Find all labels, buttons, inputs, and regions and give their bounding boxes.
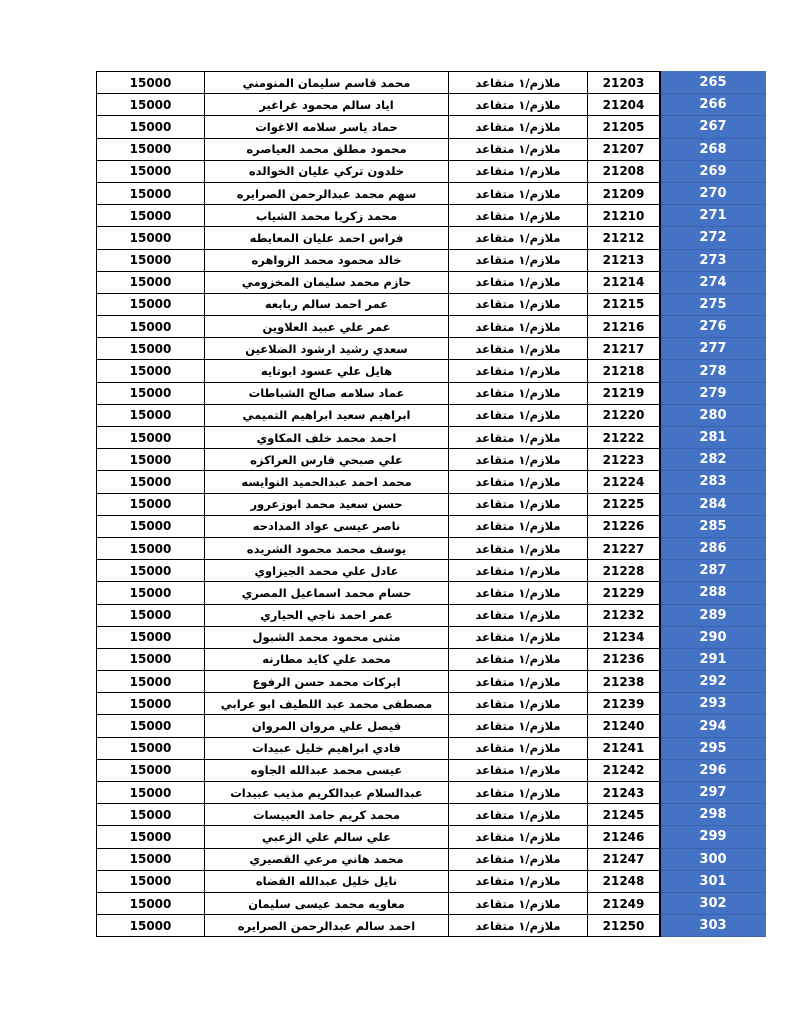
service-number-cell: 21241	[588, 737, 661, 759]
amount-cell: 15000	[97, 515, 205, 537]
sequence-number-cell: 296	[660, 759, 766, 781]
name-cell: محمود مطلق محمد العياصره	[205, 138, 449, 160]
amount-cell: 15000	[97, 648, 205, 670]
table-row	[97, 138, 766, 160]
sequence-number-cell: 282	[660, 449, 766, 471]
name-cell: سهم محمد عبدالرحمن الصرايره	[205, 182, 449, 204]
name-cell: عبدالسلام عبدالكريم مذيب عبيدات	[205, 782, 449, 804]
name-cell: حسام محمد اسماعيل المصري	[205, 582, 449, 604]
name-cell: يوسف محمد محمود الشريده	[205, 537, 449, 559]
sequence-number-cell: 289	[660, 604, 766, 626]
table-row	[97, 604, 766, 626]
document-page	[96, 71, 760, 937]
amount-cell: 15000	[97, 316, 205, 338]
service-number-cell: 21214	[588, 271, 661, 293]
sequence-number-cell: 291	[660, 648, 766, 670]
table-row	[97, 404, 766, 426]
rank-cell: ملازم/١ متقاعد	[449, 560, 588, 582]
sequence-number-cell: 267	[660, 116, 766, 138]
sequence-number-cell: 290	[660, 626, 766, 648]
amount-cell: 15000	[97, 493, 205, 515]
rank-cell: ملازم/١ متقاعد	[449, 138, 588, 160]
name-cell: فيصل علي مروان المروان	[205, 715, 449, 737]
table-row	[97, 471, 766, 493]
sequence-number-cell: 283	[660, 471, 766, 493]
rank-cell: ملازم/١ متقاعد	[449, 537, 588, 559]
name-cell: نايل خليل عبدالله القضاه	[205, 870, 449, 892]
service-number-cell: 21236	[588, 648, 661, 670]
service-number-cell: 21242	[588, 759, 661, 781]
table-row	[97, 826, 766, 848]
amount-cell: 15000	[97, 737, 205, 759]
rank-cell: ملازم/١ متقاعد	[449, 515, 588, 537]
rank-cell: ملازم/١ متقاعد	[449, 582, 588, 604]
name-cell: حماد ياسر سلامه الاغوات	[205, 116, 449, 138]
service-number-cell: 21208	[588, 160, 661, 182]
table-row	[97, 360, 766, 382]
name-cell: ناصر عيسى عواد المدادحه	[205, 515, 449, 537]
name-cell: خالد محمود محمد الزواهره	[205, 249, 449, 271]
amount-cell: 15000	[97, 892, 205, 914]
name-cell: ابركات محمد حسن الرفوع	[205, 671, 449, 693]
sequence-number-cell: 273	[660, 249, 766, 271]
table-row	[97, 848, 766, 870]
service-number-cell: 21209	[588, 182, 661, 204]
name-cell: محمد كريم حامد العبيسات	[205, 804, 449, 826]
table-row	[97, 72, 766, 94]
rank-cell: ملازم/١ متقاعد	[449, 404, 588, 426]
amount-cell: 15000	[97, 138, 205, 160]
sequence-number-cell: 277	[660, 338, 766, 360]
service-number-cell: 21222	[588, 427, 661, 449]
rank-cell: ملازم/١ متقاعد	[449, 826, 588, 848]
name-cell: عيسى محمد عبدالله الجاوه	[205, 759, 449, 781]
rank-cell: ملازم/١ متقاعد	[449, 671, 588, 693]
table-row	[97, 671, 766, 693]
sequence-number-cell: 293	[660, 693, 766, 715]
name-cell: سعدي رشيد ارشود الضلاعين	[205, 338, 449, 360]
amount-cell: 15000	[97, 560, 205, 582]
table-row	[97, 626, 766, 648]
sequence-number-cell: 295	[660, 737, 766, 759]
sequence-number-cell: 274	[660, 271, 766, 293]
name-cell: خلدون تركي عليان الخوالده	[205, 160, 449, 182]
service-number-cell: 21249	[588, 892, 661, 914]
name-cell: عمر احمد سالم ربابعه	[205, 293, 449, 315]
table-row	[97, 648, 766, 670]
rank-cell: ملازم/١ متقاعد	[449, 227, 588, 249]
table-row	[97, 560, 766, 582]
amount-cell: 15000	[97, 915, 205, 937]
table-row	[97, 892, 766, 914]
table-row	[97, 693, 766, 715]
rank-cell: ملازم/١ متقاعد	[449, 782, 588, 804]
amount-cell: 15000	[97, 804, 205, 826]
name-cell: احمد سالم عبدالرحمن الصرايره	[205, 915, 449, 937]
service-number-cell: 21203	[588, 72, 661, 94]
rank-cell: ملازم/١ متقاعد	[449, 804, 588, 826]
amount-cell: 15000	[97, 360, 205, 382]
service-number-cell: 21248	[588, 870, 661, 892]
amount-cell: 15000	[97, 693, 205, 715]
rank-cell: ملازم/١ متقاعد	[449, 360, 588, 382]
table-row	[97, 759, 766, 781]
amount-cell: 15000	[97, 471, 205, 493]
name-cell: احمد محمد خلف المكاوي	[205, 427, 449, 449]
sequence-number-cell: 275	[660, 293, 766, 315]
name-cell: هايل علي عسود ابوتايه	[205, 360, 449, 382]
name-cell: حازم محمد سليمان المخزومي	[205, 271, 449, 293]
sequence-number-cell: 303	[660, 915, 766, 937]
rank-cell: ملازم/١ متقاعد	[449, 759, 588, 781]
rank-cell: ملازم/١ متقاعد	[449, 182, 588, 204]
sequence-number-cell: 299	[660, 826, 766, 848]
table-row	[97, 271, 766, 293]
amount-cell: 15000	[97, 182, 205, 204]
table-row	[97, 515, 766, 537]
amount-cell: 15000	[97, 205, 205, 227]
sequence-number-cell: 294	[660, 715, 766, 737]
amount-cell: 15000	[97, 249, 205, 271]
sequence-number-cell: 271	[660, 205, 766, 227]
name-cell: محمد علي كايد مطارنه	[205, 648, 449, 670]
sequence-number-cell: 285	[660, 515, 766, 537]
name-cell: معاويه محمد عيسى سليمان	[205, 892, 449, 914]
service-number-cell: 21212	[588, 227, 661, 249]
rank-cell: ملازم/١ متقاعد	[449, 848, 588, 870]
name-cell: علي سالم علي الزعبي	[205, 826, 449, 848]
service-number-cell: 21207	[588, 138, 661, 160]
rank-cell: ملازم/١ متقاعد	[449, 449, 588, 471]
rank-cell: ملازم/١ متقاعد	[449, 205, 588, 227]
service-number-cell: 21218	[588, 360, 661, 382]
amount-cell: 15000	[97, 227, 205, 249]
rank-cell: ملازم/١ متقاعد	[449, 892, 588, 914]
sequence-number-cell: 300	[660, 848, 766, 870]
name-cell: علي صبحي فارس العراكزه	[205, 449, 449, 471]
amount-cell: 15000	[97, 271, 205, 293]
table-row	[97, 293, 766, 315]
table-row	[97, 804, 766, 826]
amount-cell: 15000	[97, 160, 205, 182]
sequence-number-cell: 280	[660, 404, 766, 426]
amount-cell: 15000	[97, 826, 205, 848]
amount-cell: 15000	[97, 116, 205, 138]
service-number-cell: 21210	[588, 205, 661, 227]
sequence-number-cell: 270	[660, 182, 766, 204]
table-row	[97, 205, 766, 227]
amount-cell: 15000	[97, 449, 205, 471]
service-number-cell: 21245	[588, 804, 661, 826]
rank-cell: ملازم/١ متقاعد	[449, 693, 588, 715]
sequence-number-cell: 265	[660, 72, 766, 94]
service-number-cell: 21250	[588, 915, 661, 937]
sequence-number-cell: 286	[660, 537, 766, 559]
table-row	[97, 338, 766, 360]
name-cell: مصطفى محمد عبد اللطيف ابو عرابي	[205, 693, 449, 715]
table-row	[97, 94, 766, 116]
name-cell: عماد سلامه صالح الشباطات	[205, 382, 449, 404]
table-row	[97, 715, 766, 737]
sequence-number-cell: 292	[660, 671, 766, 693]
service-number-cell: 21234	[588, 626, 661, 648]
rank-cell: ملازم/١ متقاعد	[449, 471, 588, 493]
amount-cell: 15000	[97, 715, 205, 737]
amount-cell: 15000	[97, 626, 205, 648]
rank-cell: ملازم/١ متقاعد	[449, 648, 588, 670]
rank-cell: ملازم/١ متقاعد	[449, 915, 588, 937]
rank-cell: ملازم/١ متقاعد	[449, 94, 588, 116]
sequence-number-cell: 279	[660, 382, 766, 404]
amount-cell: 15000	[97, 537, 205, 559]
service-number-cell: 21213	[588, 249, 661, 271]
name-cell: عمر علي عبيد العلاوين	[205, 316, 449, 338]
table-row	[97, 249, 766, 271]
rank-cell: ملازم/١ متقاعد	[449, 160, 588, 182]
sequence-number-cell: 298	[660, 804, 766, 826]
service-number-cell: 21226	[588, 515, 661, 537]
table-row	[97, 493, 766, 515]
service-number-cell: 21227	[588, 537, 661, 559]
personnel-table	[96, 71, 766, 937]
table-row	[97, 227, 766, 249]
service-number-cell: 21220	[588, 404, 661, 426]
name-cell: حسن سعيد محمد ابوزعرور	[205, 493, 449, 515]
amount-cell: 15000	[97, 427, 205, 449]
service-number-cell: 21204	[588, 94, 661, 116]
name-cell: محمد احمد عبدالحميد النوايسه	[205, 471, 449, 493]
service-number-cell: 21205	[588, 116, 661, 138]
rank-cell: ملازم/١ متقاعد	[449, 338, 588, 360]
amount-cell: 15000	[97, 870, 205, 892]
rank-cell: ملازم/١ متقاعد	[449, 382, 588, 404]
table-row	[97, 782, 766, 804]
table-row	[97, 316, 766, 338]
rank-cell: ملازم/١ متقاعد	[449, 493, 588, 515]
rank-cell: ملازم/١ متقاعد	[449, 293, 588, 315]
rank-cell: ملازم/١ متقاعد	[449, 249, 588, 271]
amount-cell: 15000	[97, 604, 205, 626]
service-number-cell: 21229	[588, 582, 661, 604]
sequence-number-cell: 302	[660, 892, 766, 914]
amount-cell: 15000	[97, 94, 205, 116]
amount-cell: 15000	[97, 782, 205, 804]
service-number-cell: 21224	[588, 471, 661, 493]
service-number-cell: 21228	[588, 560, 661, 582]
table-body	[97, 72, 766, 937]
table-row	[97, 870, 766, 892]
sequence-number-cell: 266	[660, 94, 766, 116]
service-number-cell: 21223	[588, 449, 661, 471]
sequence-number-cell: 287	[660, 560, 766, 582]
rank-cell: ملازم/١ متقاعد	[449, 870, 588, 892]
sequence-number-cell: 301	[660, 870, 766, 892]
table-row	[97, 915, 766, 937]
rank-cell: ملازم/١ متقاعد	[449, 715, 588, 737]
table-row	[97, 116, 766, 138]
rank-cell: ملازم/١ متقاعد	[449, 271, 588, 293]
amount-cell: 15000	[97, 293, 205, 315]
amount-cell: 15000	[97, 759, 205, 781]
amount-cell: 15000	[97, 382, 205, 404]
service-number-cell: 21240	[588, 715, 661, 737]
name-cell: محمد قاسم سليمان المنومني	[205, 72, 449, 94]
amount-cell: 15000	[97, 338, 205, 360]
rank-cell: ملازم/١ متقاعد	[449, 316, 588, 338]
sequence-number-cell: 281	[660, 427, 766, 449]
rank-cell: ملازم/١ متقاعد	[449, 626, 588, 648]
amount-cell: 15000	[97, 848, 205, 870]
name-cell: ابراهيم سعيد ابراهيم التميمي	[205, 404, 449, 426]
service-number-cell: 21247	[588, 848, 661, 870]
amount-cell: 15000	[97, 404, 205, 426]
rank-cell: ملازم/١ متقاعد	[449, 427, 588, 449]
name-cell: فادي ابراهيم خليل عبيدات	[205, 737, 449, 759]
service-number-cell: 21232	[588, 604, 661, 626]
rank-cell: ملازم/١ متقاعد	[449, 116, 588, 138]
table-row	[97, 537, 766, 559]
sequence-number-cell: 288	[660, 582, 766, 604]
service-number-cell: 21243	[588, 782, 661, 804]
rank-cell: ملازم/١ متقاعد	[449, 604, 588, 626]
service-number-cell: 21219	[588, 382, 661, 404]
service-number-cell: 21246	[588, 826, 661, 848]
sequence-number-cell: 276	[660, 316, 766, 338]
table-row	[97, 427, 766, 449]
name-cell: اياد سالم محمود غراغير	[205, 94, 449, 116]
table-row	[97, 160, 766, 182]
name-cell: فراس احمد عليان المعايطه	[205, 227, 449, 249]
name-cell: محمد هاني مرعي القصيري	[205, 848, 449, 870]
sequence-number-cell: 272	[660, 227, 766, 249]
sequence-number-cell: 278	[660, 360, 766, 382]
rank-cell: ملازم/١ متقاعد	[449, 72, 588, 94]
name-cell: مثنى محمود محمد الشبول	[205, 626, 449, 648]
amount-cell: 15000	[97, 72, 205, 94]
service-number-cell: 21238	[588, 671, 661, 693]
sequence-number-cell: 284	[660, 493, 766, 515]
service-number-cell: 21215	[588, 293, 661, 315]
service-number-cell: 21225	[588, 493, 661, 515]
sequence-number-cell: 269	[660, 160, 766, 182]
name-cell: عادل علي محمد الجيزاوي	[205, 560, 449, 582]
sequence-number-cell: 297	[660, 782, 766, 804]
amount-cell: 15000	[97, 582, 205, 604]
table-row	[97, 382, 766, 404]
rank-cell: ملازم/١ متقاعد	[449, 737, 588, 759]
name-cell: عمر احمد ناجي الحياري	[205, 604, 449, 626]
service-number-cell: 21217	[588, 338, 661, 360]
table-row	[97, 182, 766, 204]
name-cell: محمد زكريا محمد الشياب	[205, 205, 449, 227]
sequence-number-cell: 268	[660, 138, 766, 160]
table-row	[97, 737, 766, 759]
table-row	[97, 449, 766, 471]
service-number-cell: 21216	[588, 316, 661, 338]
amount-cell: 15000	[97, 671, 205, 693]
table-row	[97, 582, 766, 604]
service-number-cell: 21239	[588, 693, 661, 715]
